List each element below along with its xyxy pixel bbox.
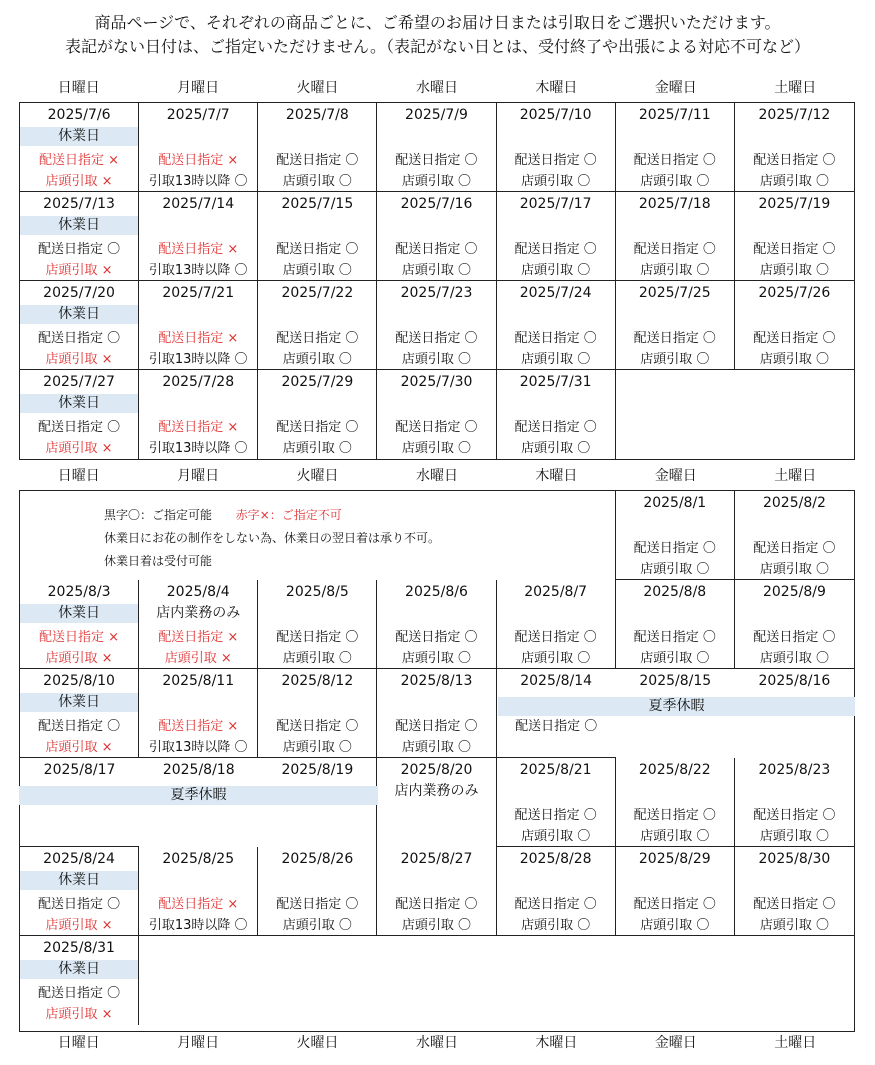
delivery-status: 配送日指定 〇 (395, 153, 478, 168)
weekday-label: 木曜日 (535, 80, 578, 96)
pickup-status: 店頭引取 〇 (759, 918, 829, 933)
pickup-status: 店頭引取 × (164, 651, 232, 666)
calendar-cell (377, 192, 496, 281)
delivery-status: 配送日指定 〇 (38, 897, 121, 912)
cell-date: 2025/8/2 (762, 495, 826, 511)
pickup-status: 店頭引取 〇 (401, 352, 472, 367)
calendar-cell (735, 847, 854, 936)
cell-date: 2025/7/18 (638, 196, 711, 212)
delivery-status: 配送日指定 〇 (276, 630, 359, 645)
calendar-cell (735, 103, 854, 192)
calendar-cell (377, 669, 496, 758)
calendar-cell (139, 192, 258, 281)
calendar-cell (497, 847, 616, 936)
delivery-status: 配送日指定 〇 (276, 719, 359, 734)
cell-date: 2025/7/11 (638, 107, 711, 123)
calendar-cell (139, 936, 258, 1025)
cell-date: 2025/7/6 (47, 107, 111, 123)
calendar-cell (616, 758, 735, 847)
delivery-status: 配送日指定 〇 (514, 897, 597, 912)
pickup-status: 店頭引取 〇 (521, 352, 591, 367)
pickup-status: 店頭引取 〇 (640, 918, 710, 933)
calendar-cell (258, 192, 377, 281)
cell-date: 2025/7/26 (758, 285, 831, 301)
calendar-cell (377, 281, 496, 370)
calendar-cell (258, 847, 377, 936)
cell-date: 2025/8/10 (43, 673, 115, 689)
calendar-cell (20, 847, 139, 936)
weekday-label: 火曜日 (296, 80, 339, 96)
calendar-cell (616, 491, 735, 580)
calendar-cell (139, 580, 258, 669)
holiday-label: 休業日 (20, 127, 138, 146)
cell-date: 2025/8/17 (43, 762, 116, 778)
weekday-label: 水曜日 (415, 80, 458, 96)
cell-date: 2025/7/20 (43, 285, 115, 301)
pickup-status: 店頭引取 〇 (640, 263, 710, 278)
cell-date: 2025/8/26 (281, 851, 354, 867)
weekday-header-middle (19, 465, 855, 487)
delivery-status: 配送日指定 〇 (633, 541, 716, 556)
cell-date: 2025/7/24 (519, 285, 592, 301)
delivery-status: 配送日指定 〇 (753, 242, 836, 257)
delivery-status: 配送日指定 × (158, 420, 239, 435)
pickup-status: 店頭引取 × (45, 651, 113, 666)
pickup-status: 引取13時以降 〇 (148, 352, 248, 367)
pickup-status: 店頭引取 × (45, 740, 113, 755)
cell-date: 2025/7/29 (281, 374, 354, 390)
delivery-status: 配送日指定 〇 (514, 153, 597, 168)
calendar-cell (735, 491, 854, 580)
cell-date: 2025/8/5 (285, 584, 349, 600)
pickup-status: 店頭引取 〇 (282, 651, 352, 666)
cell-date: 2025/8/22 (638, 762, 711, 778)
cell-date: 2025/8/29 (638, 851, 711, 867)
pickup-status: 引取13時以降 〇 (148, 174, 248, 189)
delivery-status: 配送日指定 × (39, 153, 120, 168)
delivery-status: 配送日指定 〇 (633, 897, 716, 912)
delivery-status: 配送日指定 〇 (514, 630, 597, 645)
pickup-status: 店頭引取 〇 (401, 918, 472, 933)
holiday-label: 休業日 (20, 693, 138, 712)
pickup-status: 店頭引取 〇 (521, 651, 591, 666)
cell-date: 2025/8/12 (281, 673, 354, 689)
weekday-header-bottom (19, 1032, 855, 1054)
pickup-status: 店頭引取 〇 (282, 441, 352, 456)
weekday-label: 月曜日 (177, 468, 220, 484)
pickup-status: 店頭引取 〇 (640, 651, 710, 666)
cell-date: 2025/7/28 (162, 374, 235, 390)
calendar-cell (616, 847, 735, 936)
pickup-status: 店頭引取 〇 (401, 174, 472, 189)
delivery-status: 配送日指定 〇 (753, 153, 836, 168)
calendar-cell (616, 936, 735, 1025)
calendar-cell (20, 370, 139, 459)
pickup-status: 店頭引取 〇 (401, 740, 472, 755)
weekday-label: 金曜日 (654, 468, 697, 484)
calendar-cell (377, 103, 496, 192)
pickup-status: 店頭引取 〇 (401, 263, 472, 278)
cell-date: 2025/7/21 (162, 285, 235, 301)
weekday-label: 土曜日 (774, 1035, 817, 1051)
pickup-status: 店頭引取 〇 (759, 352, 829, 367)
delivery-status: 配送日指定 〇 (515, 719, 598, 734)
cell-date: 2025/8/21 (519, 762, 592, 778)
delivery-status: 配送日指定 〇 (514, 331, 597, 346)
cell-date: 2025/8/31 (43, 940, 115, 956)
weekday-label: 木曜日 (535, 1035, 578, 1051)
cell-date: 2025/7/13 (43, 196, 115, 212)
august-calendar (19, 490, 855, 1032)
delivery-status: 配送日指定 〇 (633, 630, 716, 645)
pickup-status: 店頭引取 × (45, 263, 113, 278)
calendar-cell (139, 847, 258, 936)
delivery-status: 配送日指定 × (39, 630, 120, 645)
pickup-status: 店頭引取 〇 (401, 441, 472, 456)
calendar-cell (616, 281, 735, 370)
pickup-status: 店頭引取 〇 (282, 352, 352, 367)
weekday-label: 水曜日 (415, 1035, 458, 1051)
delivery-status: 配送日指定 〇 (633, 153, 716, 168)
delivery-status: 配送日指定 〇 (514, 420, 597, 435)
delivery-status: 配送日指定 〇 (395, 630, 478, 645)
calendar-cell (735, 580, 854, 669)
calendar-cell (735, 192, 854, 281)
weekday-label: 日曜日 (57, 80, 100, 96)
cell-date: 2025/8/3 (47, 584, 111, 600)
holiday-label: 休業日 (20, 960, 138, 979)
legend-note-1: 休業日にお花の制作をしない為、休業日の翌日着は承り不可。 (104, 531, 441, 545)
delivery-status: 配送日指定 × (158, 897, 239, 912)
july-calendar (19, 102, 855, 460)
delivery-status: 配送日指定 〇 (753, 331, 836, 346)
calendar-cell (497, 370, 616, 459)
calendar-cell (258, 936, 377, 1025)
delivery-status: 配送日指定 〇 (38, 986, 121, 1001)
calendar-cell (258, 669, 377, 758)
delivery-status: 配送日指定 〇 (753, 897, 836, 912)
weekday-label: 月曜日 (177, 80, 220, 96)
calendar-cell (616, 580, 735, 669)
pickup-status: 店頭引取 × (45, 352, 113, 367)
cell-date: 2025/8/16 (758, 673, 831, 689)
cell-date: 2025/7/9 (405, 107, 468, 123)
pickup-status: 店頭引取 〇 (640, 174, 710, 189)
pickup-status: 店頭引取 × (45, 174, 113, 189)
cell-date: 2025/7/10 (519, 107, 592, 123)
delivery-status: 配送日指定 × (158, 630, 239, 645)
pickup-status: 引取13時以降 〇 (148, 441, 248, 456)
calendar-cell (139, 669, 258, 758)
cell-date: 2025/8/20 (400, 762, 473, 778)
legend-line-1 (104, 507, 342, 523)
calendar-cell (497, 192, 616, 281)
cell-date: 2025/7/8 (285, 107, 349, 123)
pickup-status: 店頭引取 〇 (282, 918, 352, 933)
pickup-status: 店頭引取 〇 (759, 174, 829, 189)
delivery-status: 配送日指定 × (158, 242, 239, 257)
holiday-label: 休業日 (20, 305, 138, 324)
delivery-status: 配送日指定 × (158, 719, 239, 734)
cell-date: 2025/7/22 (281, 285, 354, 301)
pickup-status: 引取13時以降 〇 (148, 918, 248, 933)
cell-date: 2025/8/9 (762, 584, 826, 600)
cell-date: 2025/8/18 (162, 762, 235, 778)
cell-date: 2025/7/12 (758, 107, 831, 123)
delivery-status: 配送日指定 〇 (753, 541, 836, 556)
calendar-cell (377, 370, 496, 459)
calendar-cell (139, 281, 258, 370)
calendar-cell (20, 580, 139, 669)
delivery-status: 配送日指定 〇 (514, 808, 597, 823)
calendar-cell (20, 936, 139, 1025)
calendar-cell (377, 936, 496, 1025)
calendar-cell (616, 192, 735, 281)
calendar-cell (20, 281, 139, 370)
delivery-status: 配送日指定 〇 (753, 630, 836, 645)
pickup-status: 店頭引取 〇 (640, 562, 710, 577)
legend-red: 赤字×：ご指定不可 (235, 508, 342, 522)
delivery-status: 配送日指定 〇 (276, 420, 359, 435)
cell-date: 2025/7/17 (519, 196, 592, 212)
calendar-cell (497, 281, 616, 370)
store-only-label: 店内業務のみ (156, 605, 241, 621)
calendar-cell (735, 758, 854, 847)
header-line-2: 表記がない日付は、ご指定いただけません。（表記がない日とは、受付終了や出張による対応不可など） (65, 37, 810, 56)
cell-date: 2025/8/7 (524, 584, 588, 600)
cell-date: 2025/7/14 (162, 196, 235, 212)
delivery-status: 配送日指定 〇 (753, 808, 836, 823)
delivery-status: 配送日指定 〇 (276, 153, 359, 168)
pickup-status: 引取13時以降 〇 (148, 740, 248, 755)
calendar-cell (258, 281, 377, 370)
cell-date: 2025/8/8 (643, 584, 707, 600)
calendar-cell (258, 580, 377, 669)
weekday-label: 金曜日 (654, 1035, 697, 1051)
pickup-status: 店頭引取 〇 (401, 651, 472, 666)
calendar-cell (258, 103, 377, 192)
cell-date: 2025/7/27 (43, 374, 115, 390)
cell-date: 2025/8/6 (405, 584, 468, 600)
cell-date: 2025/8/28 (519, 851, 592, 867)
delivery-status: 配送日指定 〇 (633, 808, 716, 823)
pickup-status: 店頭引取 〇 (521, 263, 591, 278)
delivery-status: 配送日指定 〇 (38, 420, 121, 435)
pickup-status: 店頭引取 〇 (759, 651, 829, 666)
calendar-cell (20, 103, 139, 192)
pickup-status: 店頭引取 〇 (521, 174, 591, 189)
delivery-status: 配送日指定 〇 (395, 242, 478, 257)
summer-vacation-band-1: 夏季休暇 (498, 697, 855, 716)
cell-date: 2025/8/1 (643, 495, 707, 511)
cell-date: 2025/7/30 (400, 374, 473, 390)
legend-black: 黒字〇：ご指定可能 (104, 508, 213, 522)
pickup-status: 店頭引取 〇 (521, 918, 591, 933)
delivery-status: 配送日指定 〇 (395, 331, 478, 346)
calendar-cell (258, 370, 377, 459)
pickup-status: 店頭引取 × (45, 1007, 113, 1022)
pickup-status: 店頭引取 〇 (640, 352, 710, 367)
delivery-status: 配送日指定 〇 (395, 719, 478, 734)
weekday-label: 金曜日 (654, 80, 697, 96)
cell-date: 2025/8/30 (758, 851, 831, 867)
pickup-status: 引取13時以降 〇 (148, 263, 248, 278)
weekday-label: 木曜日 (535, 468, 578, 484)
calendar-cell (616, 370, 735, 459)
pickup-status: 店頭引取 〇 (521, 829, 591, 844)
pickup-status: 店頭引取 〇 (521, 441, 591, 456)
calendar-cell (20, 669, 139, 758)
cell-date: 2025/8/15 (639, 673, 712, 689)
cell-date: 2025/7/19 (758, 196, 831, 212)
cell-date: 2025/8/13 (400, 673, 473, 689)
delivery-status: 配送日指定 〇 (395, 420, 478, 435)
pickup-status: 店頭引取 〇 (759, 263, 829, 278)
calendar-cell (20, 192, 139, 281)
calendar-cell (377, 580, 496, 669)
calendar-cell (735, 370, 854, 459)
delivery-status: 配送日指定 〇 (38, 719, 121, 734)
cell-date: 2025/7/23 (400, 285, 473, 301)
cell-date: 2025/8/27 (400, 851, 473, 867)
cell-date: 2025/7/25 (638, 285, 711, 301)
calendar-cell (139, 370, 258, 459)
header-line-1: 商品ページで、それぞれの商品ごとに、ご希望のお届け日または引取日をご選択いただけます。 (94, 13, 781, 32)
delivery-status: 配送日指定 × (158, 331, 239, 346)
cell-date: 2025/7/7 (166, 107, 230, 123)
delivery-status: 配送日指定 〇 (276, 897, 359, 912)
delivery-status: 配送日指定 〇 (38, 331, 121, 346)
calendar-cell (377, 758, 496, 847)
pickup-status: 店頭引取 × (45, 441, 113, 456)
holiday-label: 休業日 (20, 604, 138, 623)
cell-date: 2025/7/31 (519, 374, 592, 390)
weekday-label: 土曜日 (774, 80, 817, 96)
cell-date: 2025/7/15 (281, 196, 354, 212)
cell-date: 2025/8/24 (43, 851, 115, 867)
calendar-cell (735, 281, 854, 370)
store-only-label: 店内業務のみ (394, 783, 479, 799)
weekday-label: 日曜日 (57, 1035, 100, 1051)
holiday-label: 休業日 (20, 216, 138, 235)
weekday-label: 水曜日 (415, 468, 458, 484)
calendar-cell (616, 103, 735, 192)
delivery-status: 配送日指定 〇 (633, 331, 716, 346)
weekday-label: 火曜日 (296, 468, 339, 484)
delivery-status: 配送日指定 〇 (395, 897, 478, 912)
cell-date: 2025/8/25 (162, 851, 235, 867)
cell-date: 2025/8/14 (520, 673, 593, 689)
calendar-cell (497, 580, 616, 669)
delivery-status: 配送日指定 〇 (276, 242, 359, 257)
delivery-status: 配送日指定 〇 (276, 331, 359, 346)
pickup-status: 店頭引取 〇 (282, 740, 352, 755)
holiday-label: 休業日 (20, 871, 138, 890)
delivery-status: 配送日指定 × (158, 153, 239, 168)
calendar-cell (139, 103, 258, 192)
pickup-status: 店頭引取 〇 (282, 263, 352, 278)
weekday-label: 日曜日 (57, 468, 100, 484)
calendar-cell (497, 491, 616, 580)
delivery-status: 配送日指定 〇 (514, 242, 597, 257)
delivery-status: 配送日指定 〇 (38, 242, 121, 257)
delivery-status: 配送日指定 〇 (633, 242, 716, 257)
legend-note-2: 休業日着は受付可能 (104, 554, 213, 568)
weekday-label: 月曜日 (177, 1035, 220, 1051)
weekday-header-top (19, 77, 855, 99)
calendar-cell (497, 758, 616, 847)
calendar-cell (377, 847, 496, 936)
cell-date: 2025/8/11 (162, 673, 235, 689)
weekday-label: 土曜日 (774, 468, 817, 484)
pickup-status: 店頭引取 〇 (640, 829, 710, 844)
summer-vacation-band-2: 夏季休暇 (19, 786, 378, 805)
holiday-label: 休業日 (20, 394, 138, 413)
cell-date: 2025/7/16 (400, 196, 473, 212)
cell-date: 2025/8/19 (281, 762, 354, 778)
pickup-status: 店頭引取 〇 (759, 829, 829, 844)
cell-date: 2025/8/4 (166, 584, 230, 600)
pickup-status: 店頭引取 〇 (282, 174, 352, 189)
calendar-cell (497, 936, 616, 1025)
cell-date: 2025/8/23 (758, 762, 831, 778)
pickup-status: 店頭引取 × (45, 918, 113, 933)
calendar-cell (497, 103, 616, 192)
pickup-status: 店頭引取 〇 (759, 562, 829, 577)
calendar-cell (735, 936, 854, 1025)
weekday-label: 火曜日 (296, 1035, 339, 1051)
